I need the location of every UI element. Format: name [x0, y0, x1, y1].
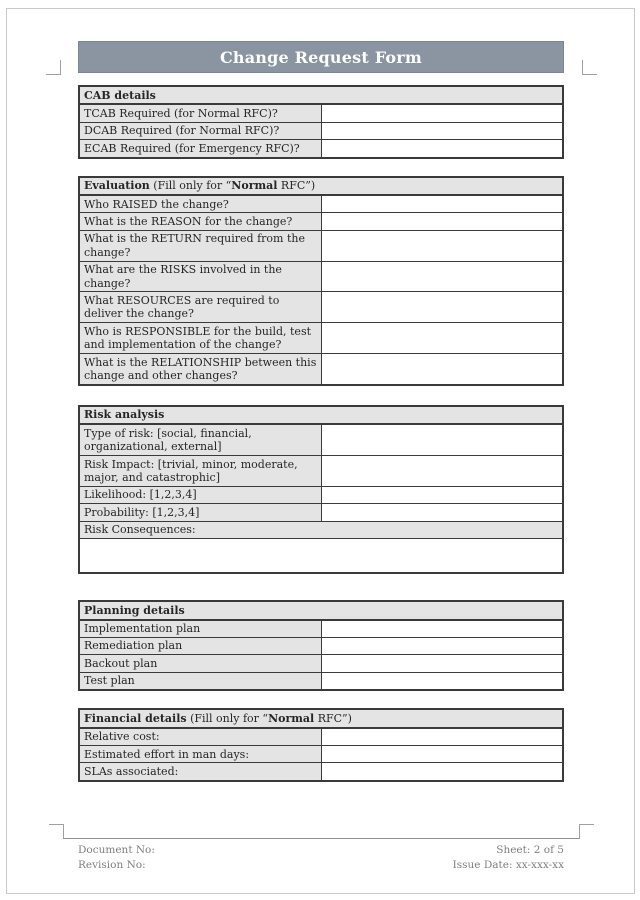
section-title: Evaluation (Fill only for “Normal RFC”) — [79, 177, 563, 195]
table-row — [79, 620, 563, 638]
field-label: SLAs associated: — [79, 763, 321, 781]
revision-no-label: Revision No: — [78, 859, 146, 871]
field-label: Likelihood: [1,2,3,4] — [79, 486, 321, 503]
field-label: Risk Consequences: — [79, 521, 563, 538]
field-value-cell[interactable] — [321, 637, 563, 654]
field-label: Implementation plan — [79, 620, 321, 638]
table-row — [79, 213, 563, 230]
field-value-cell[interactable] — [321, 292, 563, 323]
field-value-cell[interactable] — [321, 746, 563, 763]
field-value-cell[interactable] — [321, 213, 563, 230]
page-title: Change Request Form — [219, 47, 423, 67]
evaluation-table — [78, 176, 564, 386]
field-label: Risk Impact: [trivial, minor, moderate, major, and catastrophic] — [79, 456, 321, 487]
table-row — [79, 424, 563, 455]
field-value-cell[interactable] — [321, 230, 563, 261]
field-label: Estimated effort in man days: — [79, 746, 321, 763]
field-value-cell[interactable] — [321, 354, 563, 385]
planning-details-table — [78, 600, 564, 691]
field-label: Remediation plan — [79, 637, 321, 654]
section-title: CAB details — [79, 86, 563, 104]
field-label: Type of risk: [social, financial, organizational, external] — [79, 424, 321, 455]
table-row — [79, 354, 563, 385]
field-label: Relative cost: — [79, 728, 321, 746]
table-row — [79, 728, 563, 746]
section-header-row — [79, 601, 563, 619]
section-title: Risk analysis — [79, 406, 563, 424]
form-content — [78, 85, 564, 782]
field-value-cell[interactable] — [321, 456, 563, 487]
field-label: TCAB Required (for Normal RFC)? — [79, 104, 321, 122]
table-row — [79, 746, 563, 763]
table-row — [79, 104, 563, 122]
margin-corner-mark — [49, 824, 64, 839]
field-value-cell[interactable] — [321, 122, 563, 139]
risk-analysis-table — [78, 405, 564, 574]
field-value-cell[interactable] — [79, 539, 563, 574]
document-no-label: Document No: — [78, 844, 155, 856]
table-row — [79, 655, 563, 672]
table-row — [79, 292, 563, 323]
table-row — [79, 486, 563, 503]
field-label: What is the RETURN required from the change? — [79, 230, 321, 261]
field-value-cell[interactable] — [321, 424, 563, 455]
field-value-cell[interactable] — [321, 655, 563, 672]
margin-corner-mark — [582, 60, 597, 75]
field-label: What is the RELATIONSHIP between this change and other changes? — [79, 354, 321, 385]
field-label: Backout plan — [79, 655, 321, 672]
field-value-cell[interactable] — [321, 620, 563, 638]
table-row — [79, 521, 563, 538]
field-label: DCAB Required (for Normal RFC)? — [79, 122, 321, 139]
form-title-banner — [78, 41, 564, 73]
field-value-cell[interactable] — [321, 672, 563, 690]
field-label: What are the RISKS involved in the change? — [79, 261, 321, 292]
section-header-row — [79, 86, 563, 104]
field-label: Who is RESPONSIBLE for the build, test and implementation of the change? — [79, 323, 321, 354]
field-value-cell[interactable] — [321, 728, 563, 746]
table-row — [79, 456, 563, 487]
field-label: Test plan — [79, 672, 321, 690]
field-value-cell[interactable] — [321, 504, 563, 521]
table-row — [79, 261, 563, 292]
section-header-row — [79, 406, 563, 424]
cab-details-table — [78, 85, 564, 159]
section-title: Planning details — [79, 601, 563, 619]
footer-right — [453, 843, 564, 873]
field-value-cell[interactable] — [321, 323, 563, 354]
field-label: Who RAISED the change? — [79, 195, 321, 213]
table-row — [79, 230, 563, 261]
field-value-cell[interactable] — [321, 261, 563, 292]
margin-corner-mark — [46, 60, 61, 75]
table-row — [79, 195, 563, 213]
field-value-cell[interactable] — [321, 140, 563, 158]
section-header-row — [79, 177, 563, 195]
table-row — [79, 672, 563, 690]
sheet-number: Sheet: 2 of 5 — [496, 844, 564, 856]
table-row — [79, 504, 563, 521]
field-value-cell[interactable] — [321, 486, 563, 503]
table-row — [79, 763, 563, 781]
footer-divider — [63, 838, 579, 839]
field-label: What is the REASON for the change? — [79, 213, 321, 230]
table-row — [79, 323, 563, 354]
table-row — [79, 140, 563, 158]
margin-corner-mark — [579, 824, 594, 839]
field-value-cell[interactable] — [321, 195, 563, 213]
section-title: Financial details (Fill only for “Normal RFC”) — [79, 709, 563, 727]
field-label: What RESOURCES are required to deliver the change? — [79, 292, 321, 323]
financial-details-table — [78, 708, 564, 782]
table-row — [79, 637, 563, 654]
issue-date: Issue Date: xx-xxx-xx — [452, 859, 564, 871]
field-value-cell[interactable] — [321, 763, 563, 781]
footer-left — [78, 843, 155, 873]
field-label: ECAB Required (for Emergency RFC)? — [79, 140, 321, 158]
field-value-cell[interactable] — [321, 104, 563, 122]
section-header-row — [79, 709, 563, 727]
field-label: Probability: [1,2,3,4] — [79, 504, 321, 521]
document-page — [6, 8, 635, 894]
table-row — [79, 122, 563, 139]
table-row — [79, 539, 563, 574]
